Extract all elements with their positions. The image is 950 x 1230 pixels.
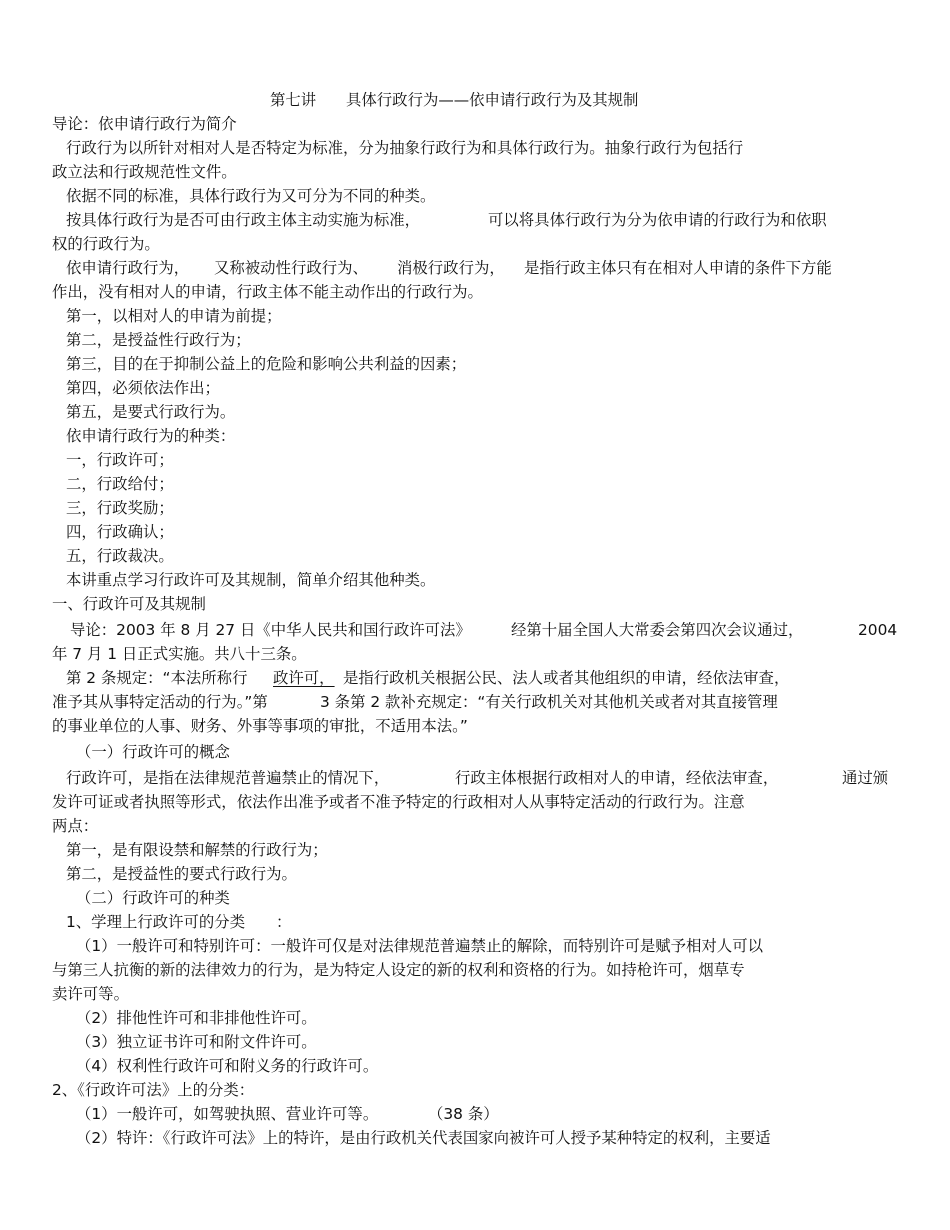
list-item: 第二，是授益性的要式行政行为。 [66, 865, 297, 883]
section-heading: 一、行政许可及其规制 [52, 595, 206, 613]
paragraph-line: 政立法和行政规范性文件。 [52, 163, 237, 181]
paragraph-line: 的事业单位的人事、财务、外事等事项的审批，不适用本法。” [52, 717, 468, 735]
paragraph-line: 行政行为以所针对相对人是否特定为标准，分为抽象行政行为和具体行政行为。抽象行政行为包括行 [66, 139, 744, 157]
subsection-heading: （一）行政许可的概念 [76, 743, 230, 761]
list-item: （1）一般许可和特别许可：一般许可仅是对法律规范普遍禁止的解除，而特别许可是赋予相对人可以 [76, 937, 763, 955]
list-item: 三，行政奖励； [66, 499, 174, 517]
paragraph-line: 行政主体根据行政相对人的申请，经依法审查， [455, 769, 779, 787]
list-item: 第一，以相对人的申请为前提； [66, 307, 282, 325]
list-item: （2）排他性许可和非排他性许可。 [76, 1009, 317, 1027]
paragraph-line: 导论：2003 年 8 月 27 日《中华人民共和国行政许可法》 [70, 621, 471, 639]
paragraph-line: 消极行政行为， [397, 259, 505, 277]
list-item: （1）一般许可，如驾驶执照、营业许可等。 [76, 1105, 379, 1123]
list-item: （2）特许：《行政许可法》上的特许，是由行政机关代表国家向被许可人授予某种特定的权利，主要适 [76, 1129, 771, 1147]
list-item: 第五，是要式行政行为。 [66, 403, 236, 421]
paragraph-line: 发许可证或者执照等形式，依法作出准予或者不准予特定的行政相对人从事特定活动的行政行为。注意 [52, 793, 745, 811]
paragraph-line: 与第三人抗衡的新的法律效力的行为，是为特定人设定的新的权利和资格的行为。如持枪许可，烟草专 [52, 961, 745, 979]
list-item: 第三，目的在于抑制公益上的危险和影响公共利益的因素； [66, 355, 467, 373]
list-item: 一，行政许可； [66, 451, 174, 469]
page-title-topic: 具体行政行为——依申请行政行为及其规制 [346, 91, 639, 109]
page-title-lecture: 第七讲 [270, 91, 317, 109]
paragraph-line: 1、学理上行政许可的分类 [66, 913, 246, 931]
paragraph-line: 是指行政主体只有在相对人申请的条件下方能 [524, 259, 832, 277]
paragraph-line: 依申请行政行为， [66, 259, 190, 277]
paragraph-line: 依据不同的标准，具体行政行为又可分为不同的种类。 [66, 187, 436, 205]
paragraph-line: 2、《行政许可法》上的分类： [52, 1081, 255, 1099]
list-item: 二，行政给付； [66, 475, 174, 493]
underlined-term: 政许可， [273, 669, 335, 687]
paragraph-line: 又称被动性行政行为、 [214, 259, 368, 277]
paragraph-line: 权的行政行为。 [52, 235, 160, 253]
paragraph-line: 通过颁 [842, 769, 889, 787]
paragraph-line: 本讲重点学习行政许可及其规制，简单介绍其他种类。 [66, 571, 436, 589]
paragraph-line: 两点： [52, 817, 99, 835]
paragraph-line: 依申请行政行为的种类： [66, 427, 236, 445]
intro-heading: 导论：依申请行政行为简介 [52, 115, 237, 133]
paragraph-line: 2004 [858, 621, 898, 639]
paragraph-line: 准予其从事特定活动的行为。”第 [52, 693, 268, 711]
paragraph-line: 3 条第 2 款补充规定：“有关行政机关对其他机关或者对其直接管理 [320, 693, 778, 711]
list-item: 五，行政裁决。 [66, 547, 174, 565]
paragraph-line: 可以将具体行政行为分为依申请的行政行为和依职 [488, 211, 827, 229]
paragraph-line: ： [276, 913, 292, 931]
paragraph-line: 是指行政机关根据公民、法人或者其他组织的申请，经依法审查， [343, 669, 790, 687]
paragraph-line: 行政许可，是指在法律规范普遍禁止的情况下， [66, 769, 390, 787]
list-item: （4）权利性行政许可和附义务的行政许可。 [76, 1057, 379, 1075]
paragraph-line: 卖许可等。 [52, 985, 129, 1003]
paragraph-line: 年 7 月 1 日正式实施。共八十三条。 [52, 645, 307, 663]
list-item: 四，行政确认； [66, 523, 174, 541]
list-item: （3）独立证书许可和附文件许可。 [76, 1033, 317, 1051]
list-item: 第一，是有限设禁和解禁的行政行为； [66, 841, 328, 859]
list-item: （38 条） [428, 1105, 499, 1123]
paragraph-line: 按具体行政行为是否可由行政主体主动实施为标准， [66, 211, 420, 229]
list-item: 第四，必须依法作出； [66, 379, 220, 397]
subsection-heading: （二）行政许可的种类 [76, 889, 230, 907]
list-item: 第二，是授益性行政行为； [66, 331, 251, 349]
paragraph-line: 第 2 条规定：“本法所称行 [66, 669, 248, 687]
paragraph-line: 作出，没有相对人的申请，行政主体不能主动作出的行政行为。 [52, 283, 483, 301]
paragraph-line: 经第十届全国人大常委会第四次会议通过， [511, 621, 804, 639]
